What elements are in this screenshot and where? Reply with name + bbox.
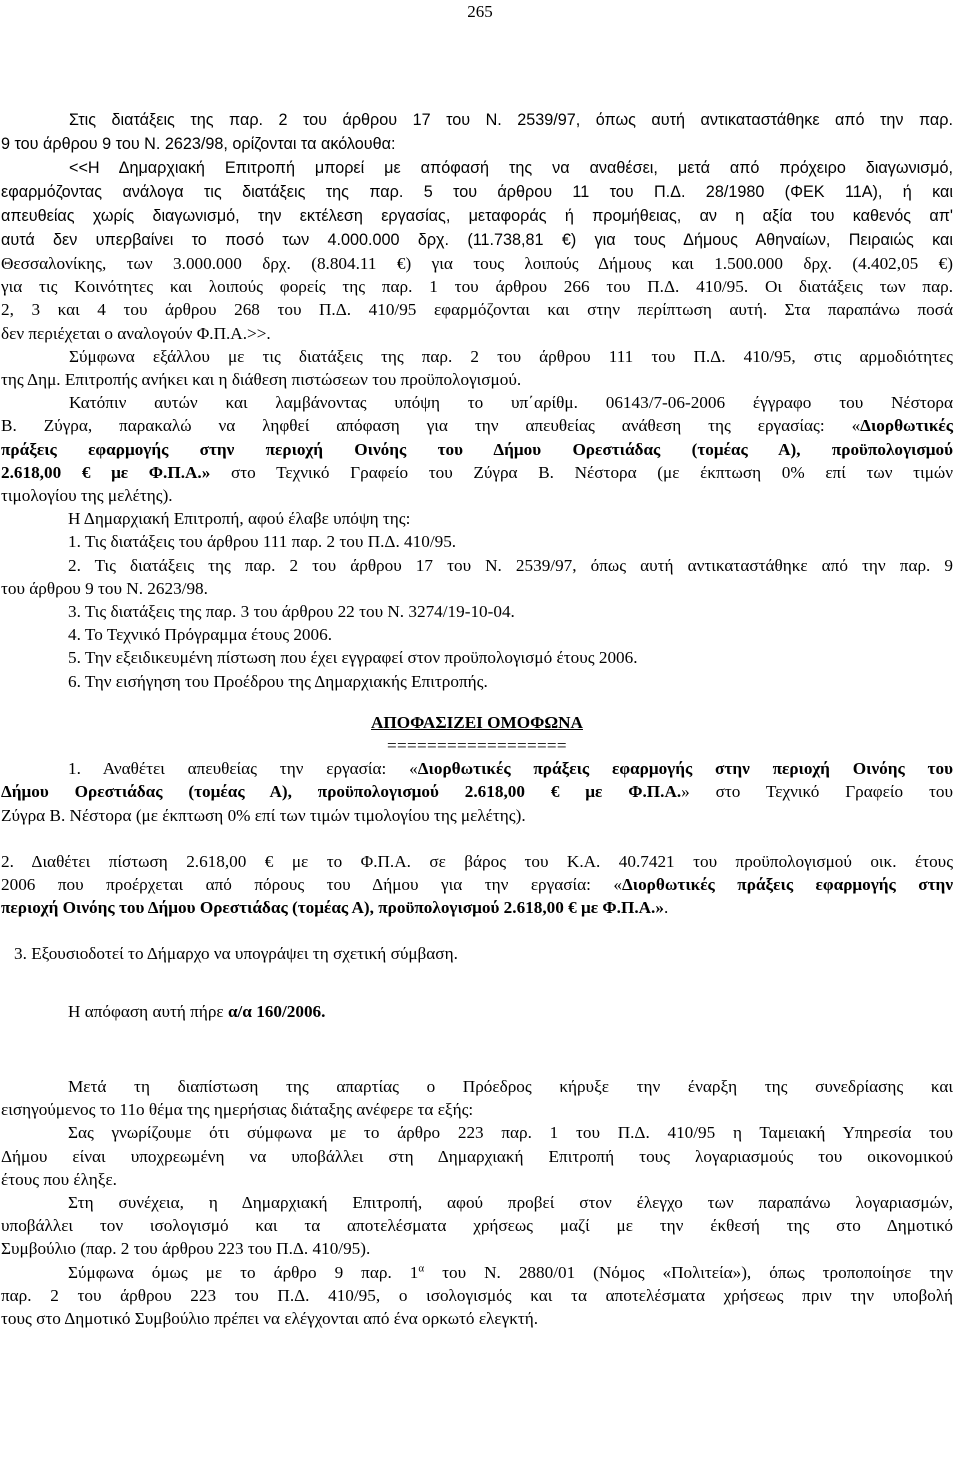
text-span: στο Τεχνικό Γραφείο του Ζύγρα Β. Νέστορα (με έκπτωση 0% επί των τιμών bbox=[210, 462, 953, 482]
list-item: 6. Την εισήγηση του Προέδρου της Δημαρχιακής Επιτροπής. bbox=[68, 671, 488, 691]
text-line: εισηγούμενος το 11ο θέμα της ημερήσιας διάταξης ανέφερε τα εξής: bbox=[1, 1100, 474, 1120]
decision-rule: ================== bbox=[387, 736, 567, 756]
text-line: Στη συνέχεια, η Δημαρχιακή Επιτροπή, αφού προβεί στον έλεγχο των παραπάνω λογαριασμών, bbox=[68, 1192, 953, 1212]
text-line: εφαρμόζοντας ανάλογα τις διατάξεις της παρ. 5 του άρθρου 11 του Π.Δ. 28/1980 (ΦΕΚ 11Α), ή και bbox=[1, 183, 953, 201]
text-span: 1. Αναθέτει απευθείας την εργασία: « bbox=[68, 759, 418, 779]
text-span: Β. Ζύγρα, παρακαλώ να ληφθεί απόφαση για την απευθείας ανάθεση της εργασίας: « bbox=[1, 416, 861, 436]
text-line: Συμβούλιο (παρ. 2 του άρθρου 223 του Π.Δ. 410/95). bbox=[1, 1239, 371, 1259]
decision-title: ΑΠΟΦΑΣΙΖΕΙ ΟΜΟΦΩΝΑ bbox=[371, 712, 583, 732]
next-item-section bbox=[1, 1075, 953, 1330]
text-line: της Δημ. Επιτροπής ανήκει και η διάθεση πιστώσεων του προϋπολογισμού. bbox=[1, 370, 522, 390]
text-line: δεν περιέχεται ο αναλογούν Φ.Π.Α.>>. bbox=[1, 323, 271, 343]
document-body bbox=[1, 108, 953, 1330]
bold-span: Δήμου Ορεστιάδας (τομέας Α), προϋπολογισμού 2.618,00 € με Φ.Π.Α. bbox=[1, 782, 682, 802]
paragraph-amounts bbox=[1, 252, 953, 345]
text-line: Στις διατάξεις της παρ. 2 του άρθρου 17 του Ν. 2539/97, όπως αυτή αντικαταστάθηκε από την παρ. bbox=[69, 111, 953, 129]
decision-item-2: 2. Διαθέτει πίστωση 2.618,00 € με το Φ.Π.Α. σε βάρος του Κ.Α. 40.7421 του προϋπολογισμού οικ. έτους bbox=[1, 851, 953, 871]
considering-list bbox=[1, 507, 953, 693]
text-span: Σύμφωνα όμως με το άρθρο 9 παρ. 1 bbox=[68, 1262, 419, 1282]
text-line: για τις Κοινότητες και λοιπούς φορείς της παρ. 1 του άρθρου 266 του Π.Δ. 410/95. Οι διατάξεις των παρ. bbox=[1, 277, 953, 297]
list-item: 3. Τις διατάξεις της παρ. 3 του άρθρου 22 του Ν. 3274/19-10-04. bbox=[68, 602, 515, 622]
text-line: 9 του άρθρου 9 του Ν. 2623/98, ορίζονται τα ακόλουθα: bbox=[1, 135, 396, 153]
considering-intro: Η Δημαρχιακή Επιτροπή, αφού έλαβε υπόψη της: bbox=[68, 509, 411, 529]
list-item: 5. Την εξειδικευμένη πίστωση που έχει εγγραφεί στον προϋπολογισμό έτους 2006. bbox=[68, 648, 638, 668]
text-line: Μετά τη διαπίστωση της απαρτίας ο Πρόεδρος κήρυξε την έναρξη της συνεδρίασης και bbox=[68, 1076, 953, 1096]
text-line bbox=[1, 461, 953, 484]
text-line bbox=[1, 414, 953, 437]
text-line bbox=[1, 438, 953, 461]
bold-span: Διορθωτικές πράξεις εφαρμογής στην bbox=[621, 875, 953, 895]
decision-section bbox=[1, 711, 953, 1023]
spacer bbox=[1, 693, 953, 711]
decision-number-value: α/α 160/2006. bbox=[227, 1001, 326, 1021]
bold-span: Διορθωτικές bbox=[860, 416, 953, 436]
list-item: 2. Τις διατάξεις της παρ. 2 του άρθρου 17 του Ν. 2539/97, όπως αυτή αντικαταστάθηκε από την παρ. 9 bbox=[68, 555, 953, 575]
text-span: » στο Τεχνικό Γραφείο του bbox=[681, 782, 953, 802]
bold-span: Διορθωτικές πράξεις εφαρμογής στην περιοχή Οινόης του bbox=[417, 759, 953, 779]
text-span: . bbox=[663, 898, 669, 918]
bold-span: πράξεις εφαρμογής στην περιοχή Οινόης του Δήμου Ορεστιάδας (τομέας Α), προϋπολογισμού bbox=[1, 439, 953, 459]
decision-item-3: 3. Εξουσιοδοτεί το Δήμαρχο να υπογράψει τη σχετική σύμβαση. bbox=[14, 944, 458, 964]
text-line bbox=[1, 780, 953, 803]
text-line: έτους που έληξε. bbox=[1, 1169, 117, 1189]
list-item: 4. Το Τεχνικό Πρόγραμμα έτους 2006. bbox=[68, 625, 332, 645]
text-line: τους στο Δημοτικό Συμβούλιο πρέπει να ελέγχονται από ένα ορκωτό ελεγκτή. bbox=[1, 1308, 539, 1328]
text-line: απευθείας χωρίς διαγωνισμό, την εκτέλεση εργασίας, μεταφοράς ή προμήθειας, αν η αξία του καθενός απ' bbox=[1, 207, 953, 225]
text-line: παρ. 2 του άρθρου 223 του Π.Δ. 410/95, ο ισολογισμός και τα αποτελέσματα χρήσεως πριν την υποβολή bbox=[1, 1285, 953, 1305]
text-line: Θεσσαλονίκης, των 3.000.000 δρχ. (8.804.11 €) για τους λοιπούς Δήμους και 1.500.000 δρχ. (4.402,05 €) bbox=[1, 254, 953, 273]
decision-number bbox=[1, 1000, 953, 1023]
paragraph-request bbox=[1, 391, 953, 507]
list-item: του άρθρου 9 του Ν. 2623/98. bbox=[1, 578, 208, 598]
text-span: Η απόφαση αυτή πήρε bbox=[68, 1001, 228, 1021]
paragraph-legal-provisions bbox=[1, 108, 953, 252]
text-line: Δήμου είναι υποχρεωμένη να υποβάλλει στη Δημαρχιακή Επιτροπή τους λογαριασμούς του οικονομικού bbox=[1, 1146, 953, 1166]
decision-item-1 bbox=[1, 757, 953, 780]
text-line: Κατόπιν αυτών και λαμβάνοντας υπόψη το υπ΄αρίθμ. 06143/7-06-2006 έγγραφο του Νέστορα bbox=[69, 393, 953, 413]
spacer bbox=[1, 966, 953, 1000]
text-line: υποβάλλει τον ισολογισμό και τα αποτελέσματα χρήσεως μαζί με την έκθεσή της στο Δημοτικό bbox=[1, 1216, 953, 1236]
spacer bbox=[1, 1023, 953, 1075]
bold-span: περιοχή Οινόης του Δήμου Ορεστιάδας (τομέας Α), προϋπολογισμού 2.618,00 € με Φ.Π.Α.» bbox=[1, 898, 664, 918]
text-line: Ζύγρα Β. Νέστορα (με έκπτωση 0% επί των τιμών τιμολογίου της μελέτης). bbox=[1, 805, 526, 825]
text-line: 2, 3 και 4 του άρθρου 268 του Π.Δ. 410/95 εφαρμόζονται και στην περίπτωση αυτή. Στα παραπάνω ποσά bbox=[1, 300, 953, 320]
bold-span: 2.618,00 € με Φ.Π.Α.» bbox=[1, 462, 211, 482]
spacer bbox=[1, 827, 953, 850]
page-number: 265 bbox=[467, 2, 493, 21]
text-line: Σας γνωρίζουμε ότι σύμφωνα με το άρθρο 223 παρ. 1 του Π.Δ. 410/95 η Ταμειακή Υπηρεσία του bbox=[68, 1123, 953, 1143]
spacer bbox=[1, 919, 953, 942]
text-span: 2006 που προέρχεται από πόρους του Δήμου για την εργασία: « bbox=[1, 875, 622, 895]
text-line bbox=[1, 873, 953, 896]
text-line: αυτά δεν υπερβαίνει το ποσό των 4.000.000 δρχ. (11.738,81 €) για τους Δήμους Αθηναίων, Πειραιώς και bbox=[1, 231, 953, 249]
text-line bbox=[1, 896, 953, 919]
text-line: <<Η Δημαρχιακή Επιτροπή μπορεί με απόφασή της να αναθέσει, μετά από πρόχειρο διαγωνισμό, bbox=[69, 159, 953, 177]
text-line: τιμολογίου της μελέτης). bbox=[1, 486, 173, 506]
text-line bbox=[1, 1261, 953, 1284]
text-span: του Ν. 2880/01 (Νόμος «Πολιτεία»), όπως τροποποίησε την bbox=[424, 1262, 954, 1282]
text-line: Σύμφωνα εξάλλου με τις διατάξεις της παρ. 2 του άρθρου 111 του Π.Δ. 410/95, στις αρμοδιότητες bbox=[69, 346, 953, 366]
list-item: 1. Τις διατάξεις του άρθρου 111 παρ. 2 του Π.Δ. 410/95. bbox=[68, 532, 457, 552]
paragraph-competence bbox=[1, 345, 953, 391]
superscript: α bbox=[418, 1261, 425, 1274]
